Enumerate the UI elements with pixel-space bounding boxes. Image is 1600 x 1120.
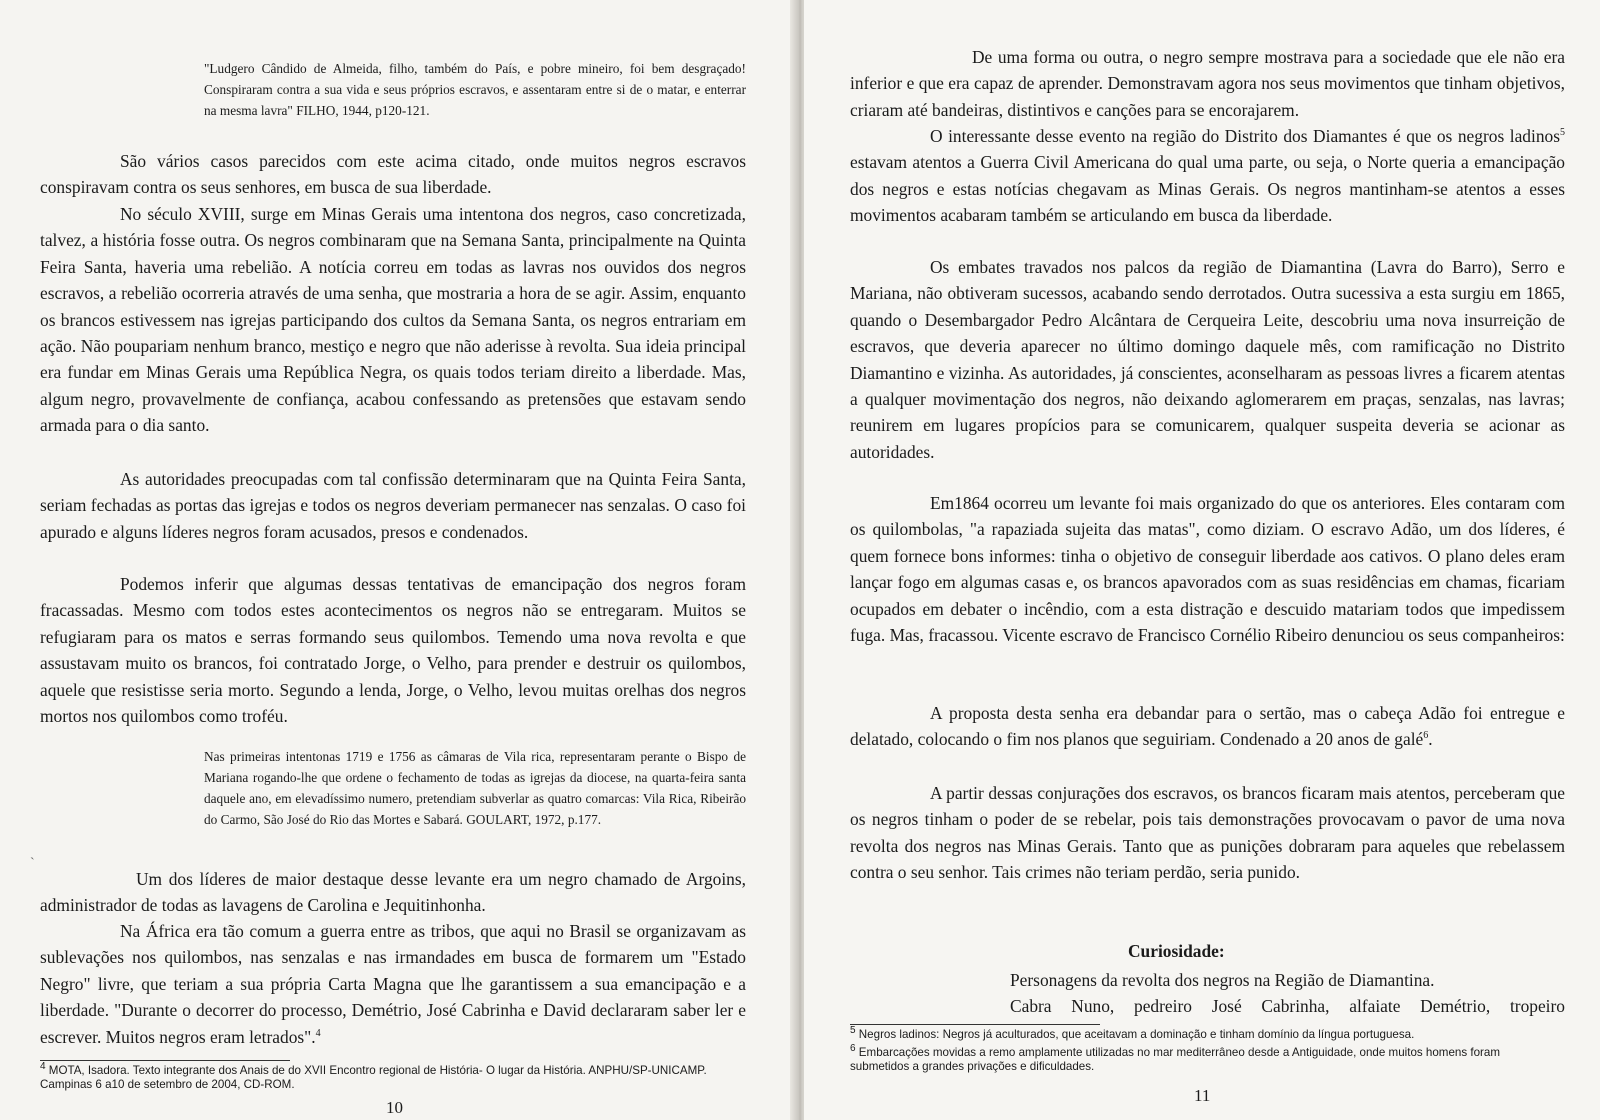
footnote-4-number: 4	[40, 1061, 46, 1073]
paragraph-6: A partir dessas conjurações dos escravos, os brancos ficaram mais atentos, perceberam que os negros tinham o poder de se rebelar, pois tais demonstrações provocavam o pavor de uma nova revolta dos negros nas Minas Gerais. Tanto que as punições dobraram para aqueles que rebelassem contra o seu senhor. Tais crimes não teriam perdão, seria punido.	[850, 783, 1565, 883]
footnote-6	[850, 1043, 1560, 1074]
footnote-rule	[40, 1060, 290, 1061]
block-quote-goulart: Nas primeiras intentonas 1719 e 1756 as câmaras de Vila rica, representaram perante o Bispo de Mariana rogando-lhe que ordene o fechamento de todas as igrejas da diocese, na quarta-feira santa daquele ano, em elevadíssimo numero, pretendiam subverlar as quatro comarcas: Vila Rica, Ribeirão do Carmo, São José do Rio das Mortes e Sabará. GOULART, 1972, p.177.	[204, 749, 746, 827]
footnote-rule	[850, 1024, 1100, 1025]
paragraph-4: Podemos inferir que algumas dessas tentativas de emancipação dos negros foram fracassadas. Mesmo com todos estes acontecimentos os negros não se entregaram. Muitos se refugiaram para os matos e serras formando seus quilombos. Temendo uma nova revolta e que assustavam muito os brancos, foi contratado Jorge, o Velho, para prender e destruir os quilombos, aquele que resistisse seria morto. Segundo a lenda, Jorge, o Velho, levou muitas orelhas dos negros mortos nos quilombos como troféu.	[40, 574, 746, 727]
footnote-6-text: Embarcações movidas a remo amplamente utilizadas no mar mediterrâneo desde a Antiguidade, onde muitos homens foram submetidos a grandes privações e dificuldades.	[850, 1046, 1501, 1073]
paragraph-2-text-b: estavam atentos a Guerra Civil Americana do qual uma parte, ou seja, o Norte queria a emancipação dos negros e estas notícias chegavam as Minas Gerais. Os negros mantinham-se atentos a esses movimentos acabaram também se articulando em busca da liberdade.	[850, 152, 1565, 226]
footnote-5	[850, 1025, 1560, 1042]
paragraph-5-text: A proposta desta senha era debandar para o sertão, mas o cabeça Adão foi entregue e delatado, colocando o fim nos planos que seguiriam. Condenado a 20 anos de galé	[850, 703, 1565, 750]
footnote-6-number: 6	[850, 1043, 856, 1055]
paragraph-2	[850, 123, 1565, 229]
curiosity-heading: Curiosidade:	[1128, 941, 1225, 961]
footnote-ref-5: 5	[1560, 127, 1565, 139]
paragraph-5: A proposta desta senha era debandar para o sertão, mas o cabeça Adão foi entregue e delatado, colocando o fim nos planos que seguiriam. Condenado a 20 anos de galé$^6$.	[850, 703, 1565, 750]
paragraph-6-text: Na África era tão comum a guerra entre as tribos, que aqui no Brasil se organizavam as sublevações nos quilombos, nas senzalas e nas irmandades em busca de formarem um "Estado Negro" livre, que teriam a sua própria Carta Magna que lhe garantissem a sua emancipação e a liberdade. "Durante o decorrer do processo, Demétrio, José Cabrinha e David declararam saber ler e escrever. Muitos negros eram letrados".	[40, 921, 746, 1047]
block-quote-ludgero: "Ludgero Cândido de Almeida, filho, também do País, e pobre mineiro, foi bem desgraçado! Conspiraram contra a sua vida e seus próprios escravos, e assentaram entre si de o matar, e enterrar na mesma lavra" FILHO, 1944, p120-121.	[204, 61, 746, 118]
footnote-4-text: MOTA, Isadora. Texto integrante dos Anais de do XVII Encontro regional de História- O lugar da História. ANPHU/SP-UNICAMP. Campinas 6 a10 de setembro de 2004, CD-ROM.	[40, 1064, 707, 1091]
paragraph-1: De uma forma ou outra, o negro sempre mostrava para a sociedade que ele não era inferior e que era capaz de aprender. Demonstravam agora nos seus movimentos que tinham objetivos, criaram até bandeiras, distintivos e canções para se encorajarem.	[850, 47, 1565, 120]
paragraph-6	[40, 918, 746, 1050]
paragraph-2-text-a: O interessante desse evento na região do Distrito dos Diamantes é que os negros ladinos	[930, 126, 1560, 146]
footnote-5-number: 5	[850, 1025, 856, 1037]
paragraph-2: No século XVIII, surge em Minas Gerais uma intentona dos negros, caso concretizada, talvez, a história fosse outra. Os negros combinaram que na Semana Santa, principalmente na Quinta Feira Santa, haveria uma rebelião. A notícia correu em todas as lavras nos ouvidos dos negros escravos, a rebelião ocorreria através de uma senha, que mostraria a hora de se agir. Assim, enquanto os brancos estivessem nas igrejas participando dos cultos da Semana Santa, os negros entrariam em ação. Não poupariam nenhum branco, mestiço e negro que não aderisse à revolta. Sua ideia principal era fundar em Minas Gerais uma República Negra, os quais todos teriam direito a liberdade. Mas, algum negro, provavelmente de confiança, acabou confessando as pretensões que estavam sendo armada para o dia santo.	[40, 204, 746, 436]
curiosity-line-1: Personagens da revolta dos negros na Região de Diamantina.	[1010, 970, 1435, 990]
page-number-left: 10	[386, 1098, 403, 1117]
paragraph-3: Os embates travados nos palcos da região de Diamantina (Lavra do Barro), Serro e Mariana, não obtiveram sucessos, acabando sendo derrotados. Outra sucessiva a esta surgiu em 1865, quando o Desembargador Pedro Alcântara de Cerqueira Leite, descobriu uma nova insurreição de escravos, que deveria aparecer no último domingo daquele mês, com ramificação no Distrito Diamantino e vizinha. As autoridades, já conscientes, aconselharam as pessoas livres a ficarem atentas a qualquer movimentação dos negros, não deixando aglomerarem em praças, senzalas, nas lavras; reunirem em lugares propícios para se comunicarem, qualquer suspeita deveria se acionar as autoridades.	[850, 257, 1565, 462]
footnote-4	[40, 1061, 740, 1092]
page-number-right: 11	[1194, 1086, 1211, 1105]
paragraph-4: Em1864 ocorreu um levante foi mais organizado do que os anteriores. Eles contaram com os quilombolas, "a rapaziada sujeita das matas", como diziam. O escravo Adão, um dos líderes, é quem fornece bons informes: tinha o objetivo de conseguir liberdade aos cativos. O plano deles eram lançar fogo em algumas casas e, os brancos apavorados com as suas residências em chamas, ficariam ocupados em debater o incêndio, com a esta distração e descuido matariam todos que impedissem fuga. Mas, fracassou. Vicente escravo de Francisco Cornélio Ribeiro denunciou os seus companheiros:	[850, 493, 1565, 646]
footnote-5-text: Negros ladinos: Negros já aculturados, que aceitavam a dominação e tinham domínio da língua portuguesa.	[858, 1028, 1415, 1041]
paragraph-3: As autoridades preocupadas com tal confissão determinaram que na Quinta Feira Santa, seriam fechadas as portas das igrejas e todos os negros deveriam permanecer nas senzalas. O caso foi apurado e alguns líderes negros foram acusados, presos e condenados.	[40, 469, 746, 542]
curiosity-line-2: Cabra Nuno, pedreiro José Cabrinha, alfaiate Demétrio, tropeiro	[1010, 996, 1565, 1016]
footnote-ref-6: 6	[1423, 730, 1429, 742]
paragraph-1: São vários casos parecidos com este acima citado, onde muitos negros escravos conspiravam contra os seus senhores, em busca de sua liberdade.	[40, 151, 746, 198]
footnote-ref-4: 4	[315, 1027, 321, 1039]
right-page	[804, 0, 1600, 1120]
left-page	[0, 0, 796, 1120]
stray-mark: `	[30, 856, 35, 871]
paragraph-5: Um dos líderes de maior destaque desse levante era um negro chamado de Argoins, administrador de todas as lavagens de Carolina e Jequitinhonha.	[40, 869, 746, 916]
